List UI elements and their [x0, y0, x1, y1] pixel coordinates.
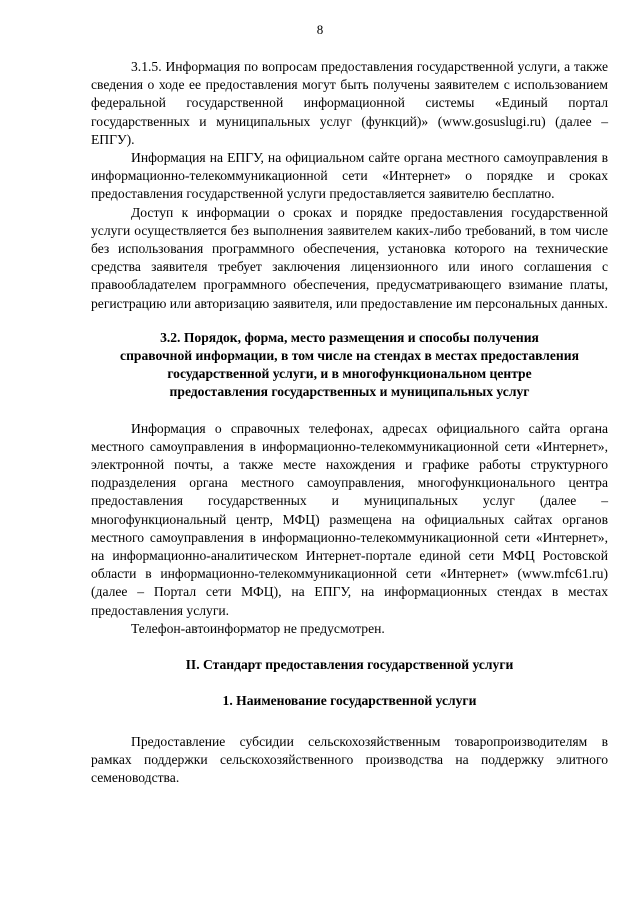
heading-section-II: II. Стандарт предоставления государственной услуги	[185, 657, 514, 673]
paragraph-free-information: Информация на ЕПГУ, на официальном сайте органа местного самоуправления в информационно-телекоммуникационной сети «Интернет» о порядке и сроках предоставления государственной услуги предоставляется заявителю бесплатно.	[91, 150, 608, 202]
paragraph-access-conditions: Доступ к информации о сроках и порядке предоставления государственной услуги осуществляется без выполнения заявителем каких-либо требований, в том числе без использования программного обеспечения, установка которого на технические средства заявителя требует заключения лицензионного или иного соглашения с правообладателем программного обеспечения, предусматривающего взимание платы, регистрацию или авторизацию заявителя, или предоставление им персональных данных.	[91, 204, 608, 311]
heading-3-2-line: государственной услуги, и в многофункциональном центре	[167, 366, 532, 382]
heading-3-2-line: справочной информации, в том числе на стендах в местах предоставления	[120, 348, 579, 364]
heading-3-2	[91, 329, 608, 402]
paragraph-service-name: Предоставление субсидии сельскохозяйственным товаропроизводителям в рамках поддержки сельскохозяйственного производства на поддержку элитного семеноводства.	[91, 733, 608, 785]
heading-3-2-line: предоставления государственных и муниципальных услуг	[169, 384, 530, 400]
paragraph-3-1-5-info-sources: 3.1.5. Информация по вопросам предоставления государственной услуги, а также сведения о ходе ее предоставления могут быть получены заявителем с использованием федеральной государственной информационной системы «Единый портал государственных и муниципальных услуг (функций)» (www.gosuslugi.ru) (далее – ЕПГУ).	[91, 59, 608, 147]
page-number: 8	[316, 22, 324, 37]
heading-service-name: 1. Наименование государственной услуги	[222, 693, 477, 709]
paragraph-reference-info: Информация о справочных телефонах, адресах официального сайта органа местного самоуправления в информационно-телекоммуникационной сети «Интернет», электронной почты, а также месте нахождения и графике работы структурного подразделения органа местного самоуправления, многофункционального центра предоставления государственных и муниципальных услуг (далее – многофункциональный центр, МФЦ) размещена на официальных сайтах органов местного самоуправления в информационно-телекоммуникационной сети «Интернет», на информационно-аналитическом Интернет-портале единой сети МФЦ Ростовской области в информационно-телекоммуникационной сети «Интернет» (www.mfc61.ru) (далее – Портал сети МФЦ), на ЕПГУ, на информационных стендах в местах предоставления услуги.	[91, 420, 608, 618]
paragraph-autoinformer: Телефон-автоинформатор не предусмотрен.	[131, 620, 385, 636]
heading-3-2-line: 3.2. Порядок, форма, место размещения и способы получения	[160, 329, 539, 345]
document-body	[91, 58, 608, 787]
